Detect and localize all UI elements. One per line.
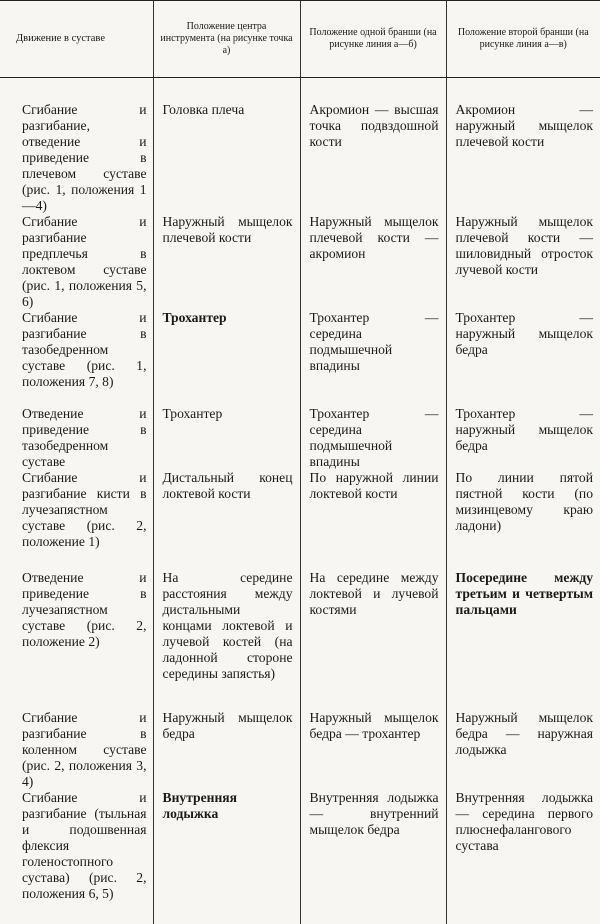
header-center: Положение центра инструмента (на рисунке точка a) — [153, 1, 300, 78]
header-movement: Движение в суставе — [0, 1, 153, 78]
cell-branch-two: Наружный мыщелок плечевой кости — шиловидный отросток лучевой кости — [446, 214, 600, 310]
table-row — [0, 102, 600, 214]
table-row — [0, 710, 600, 790]
table-row — [0, 570, 600, 710]
cell-movement: Сгибание и разгибание в коленном суставе (рис. 2, положения 3, 4) — [22, 710, 147, 789]
cell-movement: Отведение и приведение в лучезапястном суставе (рис. 2, положение 2) — [22, 570, 147, 649]
cell-center: Наружный мыщелок бедра — [153, 710, 300, 790]
cell-branch-one: Акромион — высшая точка подвздошной кости — [300, 102, 446, 214]
cell-branch-one: Внутренняя лодыжка — внутренний мыщелок бедра — [300, 790, 446, 924]
cell-branch-two: Внутренняя лодыжка — середина первого плюснефалангового сустава — [446, 790, 600, 924]
header-branch-two: Положение второй бранши (на рисунке линия a—в) — [446, 1, 600, 78]
cell-movement: Сгибание и разгибание в тазобедренном суставе (рис. 1, положения 7, 8) — [22, 310, 147, 389]
cell-branch-one: Наружный мыщелок плечевой кости — акромион — [300, 214, 446, 310]
cell-branch-two: По линии пятой пястной кости (по мизинцевому краю ладони) — [446, 470, 600, 570]
cell-branch-two: Акромион — наружный мыщелок плечевой кости — [446, 102, 600, 214]
cell-center: Наружный мыщелок плечевой кости — [153, 214, 300, 310]
cell-movement: Сгибание и разгибание кисти в лучезапястном суставе (рис. 2, положение 1) — [22, 470, 147, 549]
cell-branch-one: Трохантер — середина подмышечной впадины — [300, 310, 446, 406]
cell-movement: Сгибание и разгибание (тыльная и подошвенная флексия голеностопного сустава) (рис. 2, положения 6, 5) — [22, 790, 147, 901]
table-row — [0, 214, 600, 310]
cell-branch-two: Трохантер — наружный мыщелок бедра — [446, 310, 600, 406]
table-row — [0, 790, 600, 924]
table-header — [0, 1, 600, 78]
cell-movement: Сгибание и разгибание предплечья в локтевом суставе (рис. 1, положения 5, 6) — [22, 214, 147, 309]
cell-branch-one: Трохантер — середина подмышечной впадины — [300, 406, 446, 470]
cell-branch-two: Посередине между третьим и четвертым пальцами — [446, 570, 600, 710]
cell-center: Головка плеча — [153, 102, 300, 214]
cell-center: Трохантер — [153, 310, 300, 406]
cell-center: На середине расстояния между дистальными концами локтевой и лучевой костей (на ладонной стороне середины запястья) — [153, 570, 300, 710]
cell-center: Трохантер — [153, 406, 300, 470]
cell-center: Внутренняя лодыжка — [153, 790, 300, 924]
table-spacer — [0, 78, 600, 103]
cell-branch-one: По наружной линии локтевой кости — [300, 470, 446, 570]
table-row — [0, 406, 600, 470]
cell-movement: Отведение и приведение в тазобедренном суставе — [22, 406, 147, 469]
cell-branch-one: На середине между локтевой и лучевой костями — [300, 570, 446, 710]
cell-center: Дистальный конец локтевой кости — [153, 470, 300, 570]
cell-movement: Сгибание и разгибание, отведение и приведение в плечевом суставе (рис. 1, положения 1—4) — [22, 102, 147, 213]
header-branch-one: Положение одной бранши (на рисунке линия a—б) — [300, 1, 446, 78]
cell-branch-two: Наружный мыщелок бедра — наружная лодыжка — [446, 710, 600, 790]
table-row — [0, 470, 600, 570]
cell-branch-two: Трохантер — наружный мыщелок бедра — [446, 406, 600, 470]
table-row — [0, 310, 600, 406]
cell-branch-one: Наружный мыщелок бедра — трохантер — [300, 710, 446, 790]
